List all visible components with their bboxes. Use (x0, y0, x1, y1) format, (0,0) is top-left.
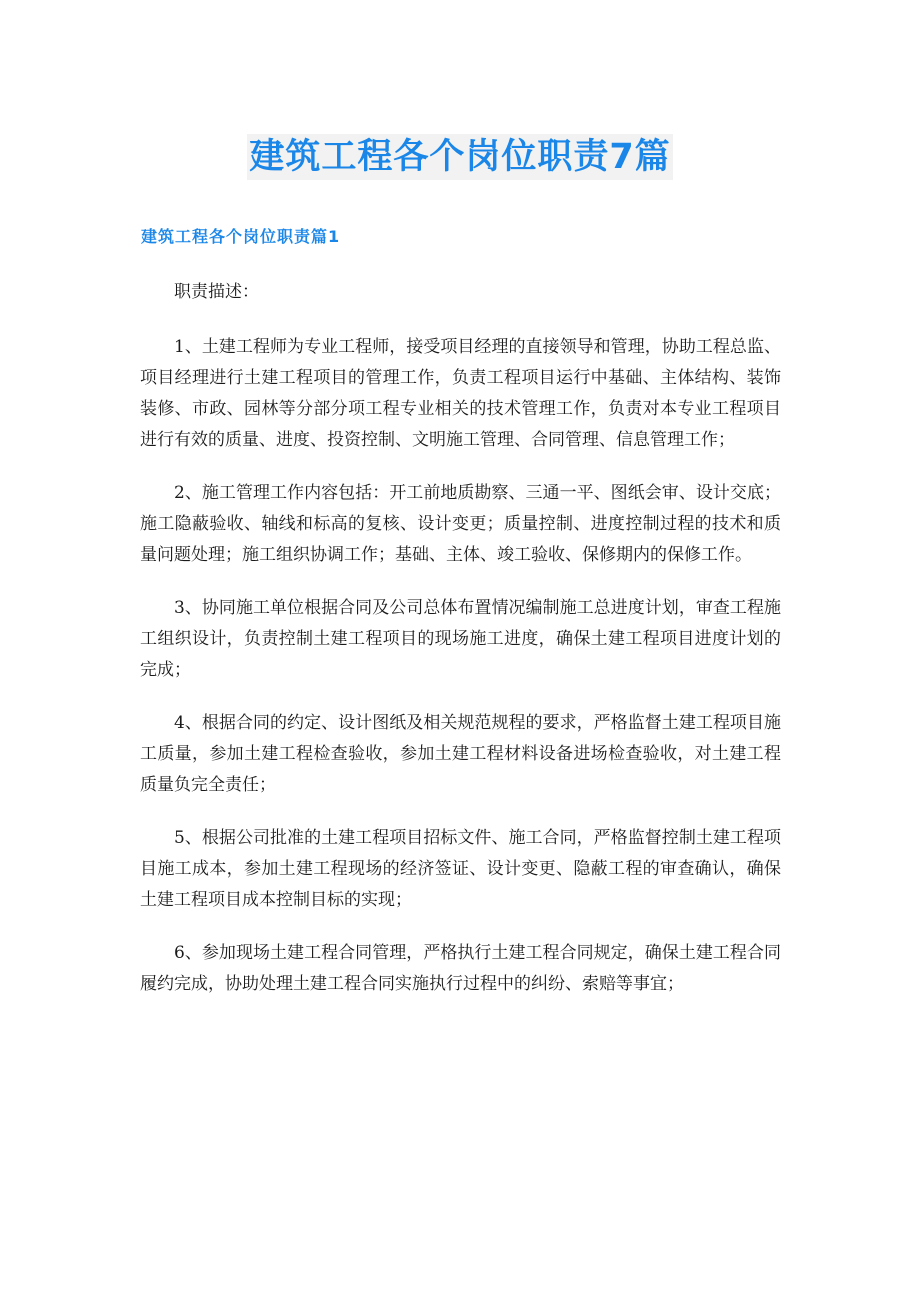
title-container (0, 134, 920, 180)
duty-paragraph-1: 1、土建工程师为专业工程师，接受项目经理的直接领导和管理，协助工程总监、项目经理进行土建工程项目的管理工作，负责工程项目运行中基础、主体结构、装饰装修、市政、园林等分部分项工程专业相关的技术管理工作，负责对本专业工程项目进行有效的质量、进度、投资控制、文明施工管理、合同管理、信息管理工作； (140, 337, 781, 450)
document-title: 建筑工程各个岗位职责7篇 (247, 134, 672, 180)
document-body (140, 277, 781, 1022)
section-heading: 建筑工程各个岗位职责篇1 (141, 227, 341, 246)
duty-paragraph-3: 3、协同施工单位根据合同及公司总体布置情况编制施工总进度计划，审查工程施工组织设计，负责控制土建工程项目的现场施工进度，确保土建工程项目进度计划的完成； (140, 598, 781, 680)
duty-paragraph-4: 4、根据合同的约定、设计图纸及相关规范规程的要求，严格监督土建工程项目施工质量，参加土建工程检查验收，参加土建工程材料设备进场检查验收，对土建工程质量负完全责任； (140, 713, 781, 795)
duty-paragraph-5: 5、根据公司批准的土建工程项目招标文件、施工合同，严格监督控制土建工程项目施工成本，参加土建工程现场的经济签证、设计变更、隐蔽工程的审查确认，确保土建工程项目成本控制目标的实现； (140, 828, 781, 910)
duty-paragraph-2: 2、施工管理工作内容包括：开工前地质勘察、三通一平、图纸会审、设计交底；施工隐蔽验收、轴线和标高的复核、设计变更；质量控制、进度控制过程的技术和质量问题处理；施工组织协调工作；基础、主体、竣工验收、保修期内的保修工作。 (140, 483, 781, 565)
intro-paragraph: 职责描述： (174, 282, 259, 302)
duty-paragraph-6: 6、参加现场土建工程合同管理，严格执行土建工程合同规定，确保土建工程合同履约完成，协助处理土建工程合同实施执行过程中的纠纷、索赔等事宜； (140, 943, 781, 994)
